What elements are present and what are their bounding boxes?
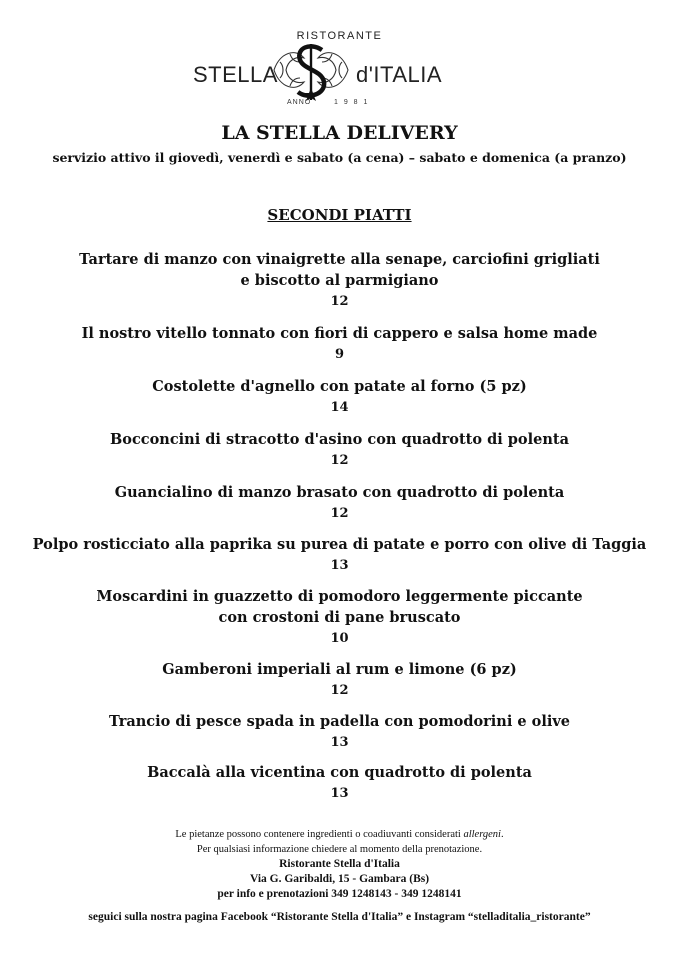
dish-name: Trancio di pesce spada in padella con pomodorini e olive — [108, 713, 570, 730]
section-title: SECONDI PIATTI — [267, 206, 412, 224]
dish-price: 13 — [330, 558, 349, 573]
page-title: LA STELLA DELIVERY — [221, 122, 458, 144]
dish-name: Guancialino di manzo brasato con quadrotto di polenta — [114, 484, 565, 501]
dish-price: 13 — [330, 786, 349, 801]
dish-price: 9 — [334, 347, 345, 362]
restaurant-logo — [0, 28, 679, 108]
dish-price: 12 — [330, 294, 349, 309]
dish-price: 10 — [330, 631, 349, 646]
dish-name: Tartare di manzo con vinaigrette alla senape, carciofini grigliati — [79, 251, 600, 268]
logo-anno: ANNO — [287, 99, 312, 106]
logo-emblem-icon — [266, 40, 356, 102]
info-note: Per qualsiasi informazione chiedere al momento della prenotazione. — [196, 844, 483, 855]
dish-item — [0, 586, 679, 648]
dish-name: Baccalà alla vicentina con quadrotto di polenta — [147, 764, 532, 781]
allergen-note-prefix: Le pietanze possono contenere ingredienti o coadiuvanti considerati — [175, 829, 464, 840]
dish-item — [0, 711, 679, 752]
dish-name: Bocconcini di stracotto d'asino con quadrotto di polenta — [110, 431, 569, 448]
logo-left-word: STELLA — [193, 62, 278, 87]
restaurant-address: Via G. Garibaldi, 15 - Gambara (Bs) — [249, 873, 430, 885]
restaurant-name: Ristorante Stella d'Italia — [279, 858, 400, 870]
dish-item — [0, 534, 679, 575]
page-footer — [0, 827, 679, 925]
dish-item — [0, 762, 679, 803]
dish-item — [0, 323, 679, 364]
dish-name-line2: con crostoni di pane bruscato — [218, 609, 461, 626]
logo-right-word: d'ITALIA — [356, 62, 443, 87]
dish-item — [0, 429, 679, 470]
logo-top-text: RISTORANTE — [296, 30, 383, 42]
dish-item — [0, 482, 679, 523]
allergen-note — [0, 827, 679, 842]
allergen-word: allergeni — [463, 829, 501, 840]
dish-price: 12 — [330, 453, 349, 468]
dish-price: 12 — [330, 683, 349, 698]
allergen-note-suffix: . — [500, 829, 504, 840]
dish-price: 13 — [330, 735, 349, 750]
dish-item — [0, 659, 679, 700]
booking-phones: per info e prenotazioni 349 1248143 - 349 1248141 — [217, 888, 462, 900]
dish-name-line2: e biscotto al parmigiano — [240, 272, 439, 289]
dish-price: 14 — [330, 400, 349, 415]
dish-item — [0, 249, 679, 311]
dish-name: Polpo rosticciato alla paprika su purea di patate e porro con olive di Taggia — [32, 536, 647, 553]
dish-name: Gamberoni imperiali al rum e limone (6 pz) — [162, 661, 517, 678]
dish-name: Costolette d'agnello con patate al forno (5 pz) — [152, 378, 527, 395]
dish-item — [0, 376, 679, 417]
dish-name: Il nostro vitello tonnato con fiori di cappero e salsa home made — [81, 325, 598, 342]
service-hours: servizio attivo il giovedì, venerdì e sabato (a cena) – sabato e domenica (a pranzo) — [52, 150, 627, 165]
dish-price: 12 — [330, 506, 349, 521]
social-links: seguici sulla nostra pagina Facebook “Ristorante Stella d'Italia” e Instagram “stelladitalia_ristorante” — [88, 911, 591, 923]
dish-name: Moscardini in guazzetto di pomodoro leggermente piccante — [96, 588, 583, 605]
logo-year: 1 9 8 1 — [334, 99, 370, 106]
